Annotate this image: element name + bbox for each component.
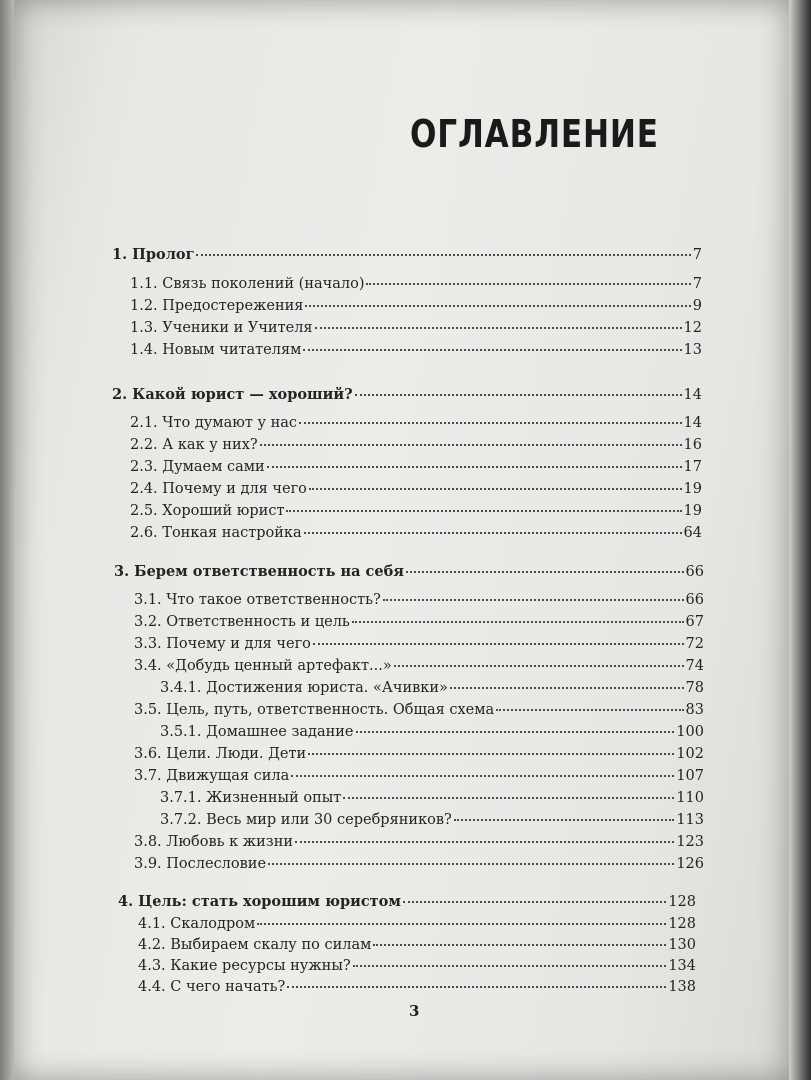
leader-dots xyxy=(309,488,682,490)
leader-dots xyxy=(305,305,690,307)
toc-entry-title: 3.7.1. Жизненный опыт xyxy=(160,790,342,806)
toc-entry-page: 19 xyxy=(683,503,702,519)
leader-dots xyxy=(257,923,666,925)
toc-entry-page: 107 xyxy=(676,768,704,784)
toc-entry xyxy=(130,525,702,541)
toc-entry-title: 4.1. Скалодром xyxy=(138,916,256,932)
toc-entry-title: 1.1. Связь поколений (начало) xyxy=(130,276,365,292)
toc-entry-page: 16 xyxy=(683,437,702,453)
toc-entry-page: 74 xyxy=(685,658,704,674)
toc-entry-page: 83 xyxy=(685,702,704,718)
toc-entry-title: 3.4. «Добудь ценный артефакт...» xyxy=(134,658,392,674)
leader-dots xyxy=(352,621,684,623)
toc-entry-page: 9 xyxy=(692,298,702,314)
toc-entry xyxy=(160,812,704,828)
toc-entry xyxy=(134,614,704,630)
toc-entry-title: 2.6. Тонкая настройка xyxy=(130,525,302,541)
toc-entry-page: 138 xyxy=(668,979,696,995)
leader-dots xyxy=(196,254,690,256)
toc-entry xyxy=(114,563,704,580)
leader-dots xyxy=(286,510,681,512)
leader-dots xyxy=(403,901,666,903)
leader-dots xyxy=(366,283,690,285)
toc-entry xyxy=(130,459,702,475)
toc-entry-title: 3.5.1. Домашнее задание xyxy=(160,724,354,740)
toc-entry xyxy=(138,979,696,995)
toc-entry xyxy=(138,958,696,974)
toc-entry-title: 4. Цель: стать хорошим юристом xyxy=(118,893,401,910)
toc-entry-title: 3.2. Ответственность и цель xyxy=(134,614,350,630)
toc-entry-page: 66 xyxy=(685,592,704,608)
toc-entry-page: 78 xyxy=(685,680,704,696)
toc-entry-title: 2.1. Что думают у нас xyxy=(130,415,298,431)
toc-entry-title: 3.1. Что такое ответственность? xyxy=(134,592,381,608)
toc-entry xyxy=(134,658,704,674)
toc-entry-title: 1. Пролог xyxy=(112,246,195,263)
toc-entry-title: 2. Какой юрист — хороший? xyxy=(112,386,353,403)
toc-entry xyxy=(112,246,702,263)
toc-entry xyxy=(130,298,702,314)
toc-entry-page: 100 xyxy=(676,724,704,740)
leader-dots xyxy=(308,753,674,755)
toc-entry xyxy=(118,893,696,910)
leader-dots xyxy=(304,532,682,534)
leader-dots xyxy=(373,944,666,946)
toc-entry xyxy=(134,768,704,784)
toc-entry-title: 1.3. Ученики и Учителя xyxy=(130,320,313,336)
toc-entry-title: 4.2. Выбираем скалу по силам xyxy=(138,937,372,953)
leader-dots xyxy=(496,709,683,711)
toc-entry-title: 1.2. Предостережения xyxy=(130,298,304,314)
leader-dots xyxy=(383,599,684,601)
toc-entry xyxy=(130,437,702,453)
toc-entry xyxy=(160,724,704,740)
toc-entry-title: 3.7. Движущая сила xyxy=(134,768,290,784)
toc-entry-page: 13 xyxy=(683,342,702,358)
toc-entry xyxy=(130,342,702,358)
toc-entry-title: 4.3. Какие ресурсы нужны? xyxy=(138,958,351,974)
toc-entry xyxy=(134,702,704,718)
leader-dots xyxy=(287,986,666,988)
toc-entry xyxy=(134,834,704,850)
leader-dots xyxy=(313,643,684,645)
toc-entry-page: 134 xyxy=(668,958,696,974)
toc-entry-page: 12 xyxy=(683,320,702,336)
leader-dots xyxy=(303,349,681,351)
toc-entry xyxy=(160,790,704,806)
leader-dots xyxy=(299,422,681,424)
leader-dots xyxy=(295,841,674,843)
leader-dots xyxy=(343,797,674,799)
toc-entry-title: 1.4. Новым читателям xyxy=(130,342,302,358)
toc-entry xyxy=(130,481,702,497)
toc-entry xyxy=(130,503,702,519)
toc-entry-page: 72 xyxy=(685,636,704,652)
leader-dots xyxy=(356,731,675,733)
toc-entry-page: 14 xyxy=(683,387,702,403)
toc-entry-page: 17 xyxy=(683,459,702,475)
toc-entry-page: 128 xyxy=(668,916,696,932)
toc-entry-page: 126 xyxy=(676,856,704,872)
toc-entry-page: 7 xyxy=(692,276,702,292)
toc-entry-title: 3.4.1. Достижения юриста. «Ачивки» xyxy=(160,680,448,696)
toc-entry-title: 3. Берем ответственность на себя xyxy=(114,563,404,580)
toc-entry-title: 3.6. Цели. Люди. Дети xyxy=(134,746,307,762)
toc-entry-title: 2.2. А как у них? xyxy=(130,437,258,453)
toc-entry xyxy=(130,320,702,336)
toc-entry-title: 3.3. Почему и для чего xyxy=(134,636,311,652)
toc-entry-page: 67 xyxy=(685,614,704,630)
toc-entry-title: 3.9. Послесловие xyxy=(134,856,267,872)
toc-entry-page: 128 xyxy=(668,894,696,910)
leader-dots xyxy=(291,775,674,777)
toc-entry xyxy=(130,415,702,431)
leader-dots xyxy=(268,863,674,865)
toc-entry-page: 64 xyxy=(683,525,702,541)
leader-dots xyxy=(315,327,682,329)
toc-entry xyxy=(134,636,704,652)
toc-entry-title: 2.3. Думаем сами xyxy=(130,459,265,475)
leader-dots xyxy=(355,394,682,396)
page-number: 3 xyxy=(409,1002,420,1020)
leader-dots xyxy=(394,665,684,667)
leader-dots xyxy=(450,687,684,689)
toc-entry xyxy=(130,276,702,292)
toc-entry xyxy=(138,916,696,932)
leader-dots xyxy=(454,819,675,821)
toc-entry-page: 7 xyxy=(692,247,702,263)
toc-entry xyxy=(134,592,704,608)
toc-entry-page: 130 xyxy=(668,937,696,953)
leader-dots xyxy=(353,965,667,967)
toc-entry-title: 2.5. Хороший юрист xyxy=(130,503,285,519)
toc-entry xyxy=(138,937,696,953)
leader-dots xyxy=(406,571,684,573)
toc-entry-page: 102 xyxy=(676,746,704,762)
toc-entry-title: 3.7.2. Весь мир или 30 серебряников? xyxy=(160,812,452,828)
toc-entry-page: 110 xyxy=(676,790,704,806)
toc-entry xyxy=(134,856,704,872)
toc-entry-page: 123 xyxy=(676,834,704,850)
leader-dots xyxy=(260,444,682,446)
toc-entry xyxy=(134,746,704,762)
toc-entry-title: 3.8. Любовь к жизни xyxy=(134,834,294,850)
toc-entry-page: 19 xyxy=(683,481,702,497)
toc-entry-page: 113 xyxy=(676,812,704,828)
toc-entry xyxy=(112,386,702,403)
toc-entry-page: 14 xyxy=(683,415,702,431)
page-title: ОГЛАВЛЕНИЕ xyxy=(410,112,659,156)
leader-dots xyxy=(267,466,682,468)
toc-entry-page: 66 xyxy=(685,564,704,580)
toc-entry-title: 3.5. Цель, путь, ответственность. Общая схема xyxy=(134,702,495,718)
toc-entry-title: 4.4. С чего начать? xyxy=(138,979,286,995)
toc-entry-title: 2.4. Почему и для чего xyxy=(130,481,307,497)
toc-entry xyxy=(160,680,704,696)
